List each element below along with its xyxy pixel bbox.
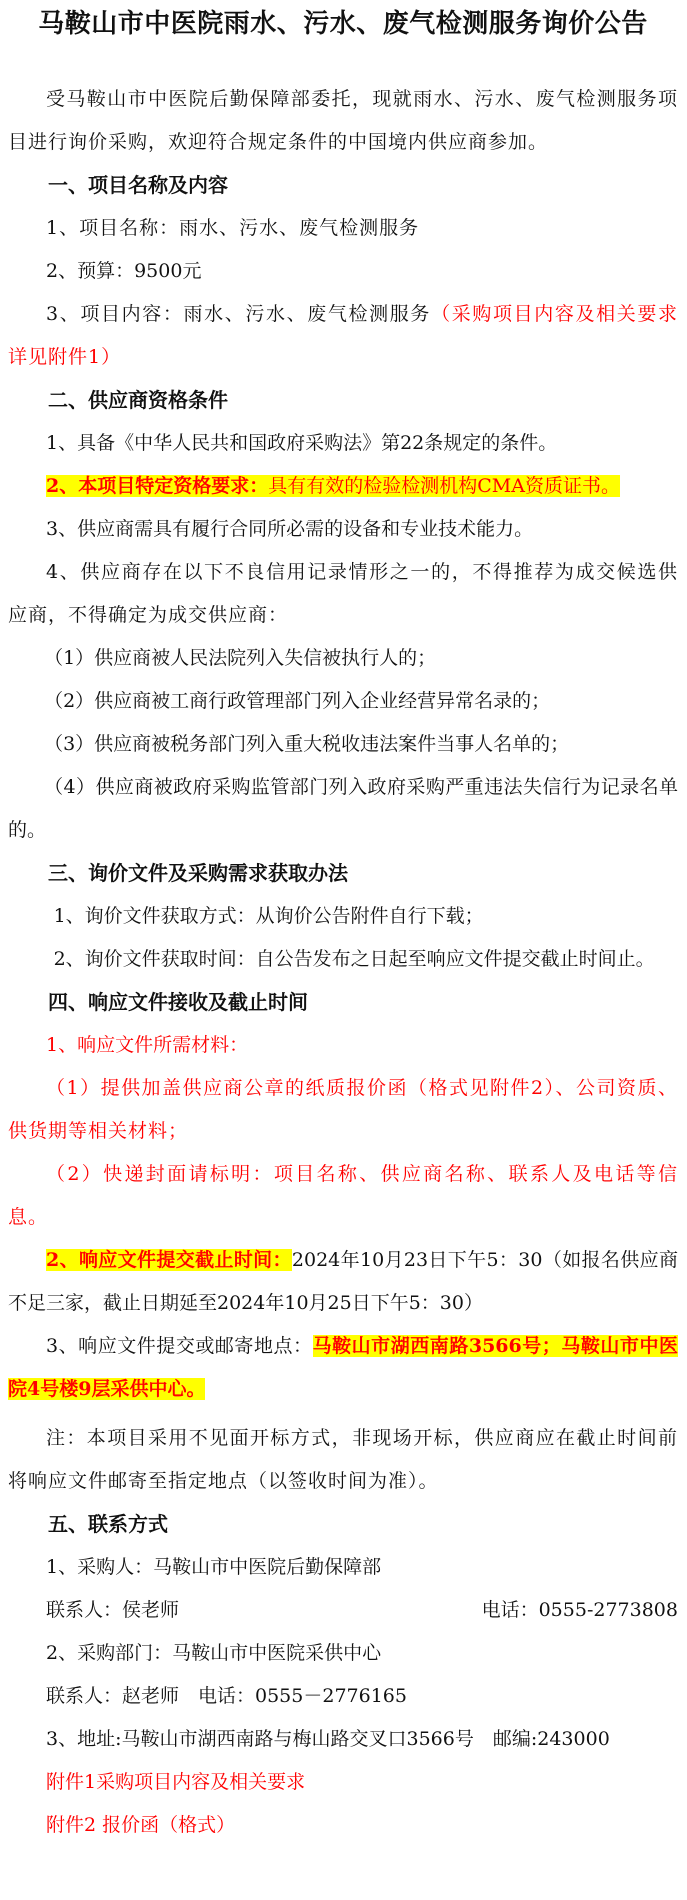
section4-item3-text: 3、响应文件提交或邮寄地点： xyxy=(46,1335,313,1357)
section2-sub2: （2）供应商被工商行政管理部门列入企业经营异常名录的； xyxy=(44,690,551,712)
section1-item2: 2、预算：9500元 xyxy=(46,260,202,282)
section3-item1: 1、询价文件获取方式：从询价公告附件自行下载； xyxy=(53,905,484,927)
section2-item3: 3、供应商需具有履行合同所必需的设备和专业技术能力。 xyxy=(46,518,534,540)
section5-contact1 xyxy=(8,1589,678,1632)
section5-item3: 3、地址:马鞍山市湖西南路与梅山路交叉口3566号 邮编:243000 xyxy=(46,1728,610,1750)
section1-item3-text: 3、项目内容：雨水、污水、废气检测服务 xyxy=(46,303,432,325)
section4-sub1: （1）提供加盖供应商公章的纸质报价函（格式见附件2）、公司资质、供货期等相关材料； xyxy=(8,1077,678,1142)
section4-sub2: （2）快递封面请标明：项目名称、供应商名称、联系人及电话等信息。 xyxy=(8,1163,678,1228)
attachment-1-link[interactable]: 附件1采购项目内容及相关要求 xyxy=(46,1771,306,1793)
section1-heading: 一、项目名称及内容 xyxy=(48,173,228,197)
intro-paragraph: 受马鞍山市中医院后勤保障部委托，现就雨水、污水、废气检测服务项目进行询价采购，欢迎符合规定条件的中国境内供应商参加。 xyxy=(8,88,678,153)
attachment-2-link[interactable]: 附件2 报价函（格式） xyxy=(46,1814,236,1836)
section2-item2-label: 2、本项目特定资格要求： xyxy=(46,475,269,497)
section4-item3-address: 马鞍山市湖西南路3566号；马鞍山市中医院4号楼9层采供中心。 xyxy=(8,1335,679,1400)
section5-contact1-name: 联系人：侯老师 xyxy=(46,1599,180,1621)
section4-item2-text: 2024年10月23日下午5：30（如报名供应商不足三家，截止日期延至2024年10月25日下午5：30） xyxy=(8,1249,678,1314)
section5-contact1-phone: 电话：0555-2773808 xyxy=(481,1599,678,1621)
section2-item4: 4、供应商存在以下不良信用记录情形之一的，不得推荐为成交候选供应商，不得确定为成交供应商： xyxy=(8,561,678,626)
section1-item1: 1、项目名称：雨水、污水、废气检测服务 xyxy=(46,217,420,239)
section2-item1: 1、具备《中华人民共和国政府采购法》第22条规定的条件。 xyxy=(46,432,558,454)
section4-note: 注：本项目采用不见面开标方式，非现场开标，供应商应在截止时间前将响应文件邮寄至指定地点（以签收时间为准）。 xyxy=(8,1427,678,1492)
section1-item3-red: （采购项目内容及相关要求详见附件1） xyxy=(8,303,678,368)
section3-heading: 三、询价文件及采购需求获取办法 xyxy=(48,861,348,885)
section5-item2: 2、采购部门：马鞍山市中医院采供中心 xyxy=(46,1642,382,1664)
section2-item2-red: 具有有效的检验检测机构CMA资质证书。 xyxy=(268,475,620,497)
section5-heading: 五、联系方式 xyxy=(48,1512,168,1536)
section2-item2 xyxy=(8,465,678,508)
section5-item1: 1、采购人：马鞍山市中医院后勤保障部 xyxy=(46,1556,382,1578)
section4-item2 xyxy=(8,1239,678,1325)
section4-item3 xyxy=(8,1325,678,1411)
section2-sub1: （1）供应商被人民法院列入失信被执行人的； xyxy=(44,647,437,669)
page-title: 马鞍山市中医院雨水、污水、废气检测服务询价公告 xyxy=(38,9,648,39)
section3-item2: 2、询价文件获取时间：自公告发布之日起至响应文件提交截止时间止。 xyxy=(53,948,655,970)
section5-contact2: 联系人：赵老师 电话：0555－2776165 xyxy=(46,1685,407,1707)
section1-item3 xyxy=(8,293,678,379)
section4-item2-label: 2、响应文件提交截止时间： xyxy=(46,1249,292,1271)
section2-sub4: （4）供应商被政府采购监管部门列入政府采购严重违法失信行为记录名单的。 xyxy=(8,776,678,841)
section2-item2-highlight xyxy=(46,475,620,497)
section4-heading: 四、响应文件接收及截止时间 xyxy=(48,990,308,1014)
spacer xyxy=(8,44,678,78)
section4-item1: 1、响应文件所需材料： xyxy=(46,1034,249,1056)
document-page xyxy=(0,2,687,1900)
section2-heading: 二、供应商资格条件 xyxy=(48,388,228,412)
section2-sub3: （3）供应商被税务部门列入重大税收违法案件当事人名单的； xyxy=(44,733,570,755)
